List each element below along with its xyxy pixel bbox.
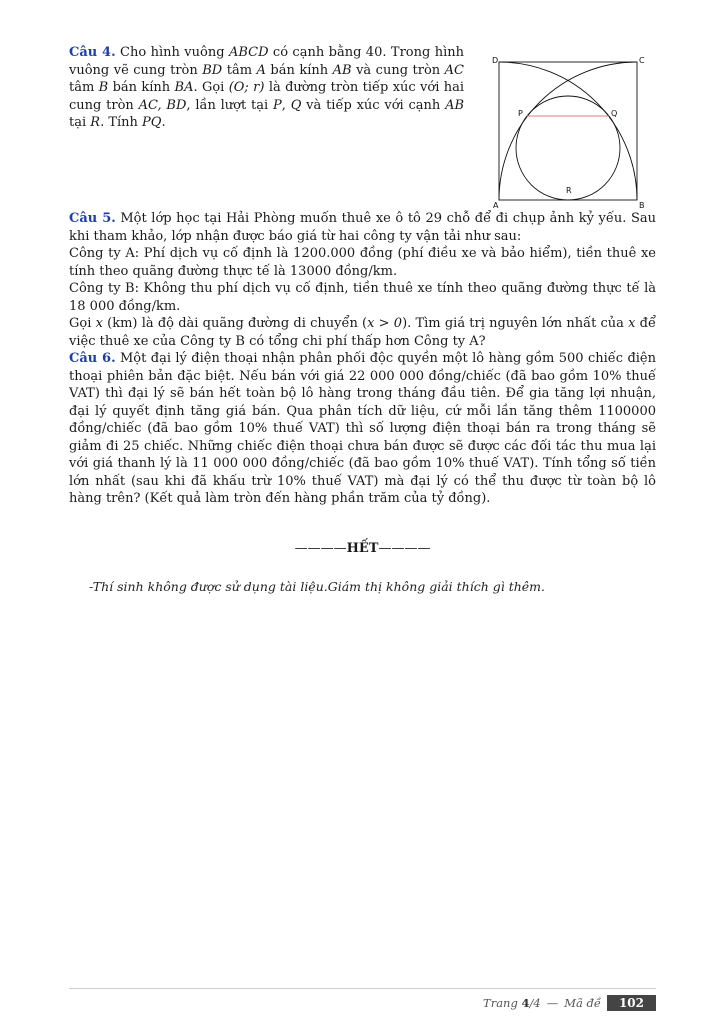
arc-bd bbox=[499, 62, 637, 200]
q4-text: , lần lượt tại bbox=[186, 97, 273, 113]
q5-text: để việc thuê xe của Công ty B có tổng chi phí thấp hơn Công ty A? bbox=[69, 316, 657, 349]
q5-company-a: Công ty A: Phí dịch vụ cố định là 1200.000 đồng (phí điều xe và bảo hiểm), tiền thuê xe tính theo quãng đường thực tế là 13000 đồng/km. bbox=[69, 246, 656, 279]
q4-text: tâm bbox=[222, 62, 257, 78]
footer-page-word: Trang bbox=[483, 996, 518, 1010]
q4-text: Cho hình vuông bbox=[115, 45, 229, 60]
end-dashes-left: ———— bbox=[294, 541, 347, 556]
q4-math: AC, BD bbox=[138, 97, 187, 113]
q4-text: . bbox=[161, 115, 166, 130]
end-dashes-right: ———— bbox=[378, 541, 431, 556]
arc-ac bbox=[499, 62, 637, 200]
q4-math: (O; r) bbox=[228, 80, 265, 95]
q6-text: Một đại lý điện thoại nhận phân phối độc quyền một lô hàng gồm 500 chiếc điện thoại phiên bản đặc biệt. Nếu bán với giá 22 000 000 đồng/chiếc (đã bao gồm 10% thuế VAT) thì đại lý sẽ bán hết toàn bộ lô hàng trong tháng đầu tiên. Để gia tăng lợi nhuận, đại lý quyết định tăng giá bán. Qua phân tích dữ liệu, cứ mỗi lần tăng thêm 1100000 đồng/chiếc (đã bao gồm 10% thuế VAT) thì số lượng điện thoại bán ra trong tháng sẽ giảm đi 25 chiếc. Những chiếc điện thoại chưa bán được sẽ được các đối tác thu mua lại với giá thanh lý là 11 000 000 đồng/chiếc (đã bao gồm 10% thuế VAT). Tính tổng số tiền lớn nhất (sau khi đã khấu trừ 10% thuế VAT) mà đại lý có thể thu được từ toàn bộ lô hàng trên? (Kết quả làm tròn đến hàng phần trăm của tỷ đồng). bbox=[69, 351, 656, 506]
footer-page-number: 4 bbox=[521, 996, 530, 1010]
question-6 bbox=[69, 350, 656, 508]
question-5 bbox=[69, 210, 656, 350]
q4-math: AB bbox=[332, 62, 352, 78]
label-q: Q bbox=[611, 109, 618, 118]
question-4-label: Câu 4. bbox=[69, 45, 116, 60]
q5-text: Gọi bbox=[69, 316, 96, 331]
footer-separator: — bbox=[546, 996, 559, 1010]
q4-text: . Tính bbox=[100, 115, 143, 130]
q4-math: AB bbox=[445, 97, 465, 113]
q4-text: là đường tròn tiếp xúc với hai cung tròn bbox=[69, 80, 465, 113]
q5-question bbox=[69, 315, 656, 350]
q5-text: (km) là độ dài quãng đường di chuyển ( bbox=[102, 316, 368, 331]
q4-text: . Gọi bbox=[193, 80, 229, 95]
label-c: C bbox=[639, 56, 645, 65]
q5-intro bbox=[69, 210, 656, 245]
q4-math: Q bbox=[290, 97, 302, 113]
q4-math: P bbox=[272, 97, 282, 113]
exam-note: -Thí sinh không được sử dụng tài liệu.Giám thị không giải thích gì thêm. bbox=[89, 579, 546, 594]
q4-math: B bbox=[98, 80, 109, 95]
q4-text: bán kính bbox=[265, 62, 333, 78]
q4-math: R bbox=[90, 115, 101, 130]
end-word: HẾT bbox=[346, 541, 379, 556]
q4-math: PQ bbox=[142, 115, 162, 130]
footer-page-total: 4 bbox=[533, 996, 541, 1010]
q4-math: AC bbox=[444, 62, 464, 78]
footer-code-word: Mã đề bbox=[564, 996, 601, 1010]
label-r: R bbox=[566, 186, 572, 195]
q4-text: và cung tròn bbox=[351, 62, 445, 78]
question-4 bbox=[69, 44, 464, 132]
q5-math: x > 0 bbox=[367, 316, 403, 331]
q4-math: BA bbox=[174, 80, 194, 95]
q5-math: x bbox=[95, 316, 103, 331]
footer-slash: / bbox=[529, 996, 534, 1010]
label-p: P bbox=[518, 109, 523, 118]
page-footer bbox=[483, 995, 656, 1011]
q5-text: ). Tìm giá trị nguyên lớn nhất của bbox=[402, 316, 629, 331]
footer-divider bbox=[69, 988, 656, 989]
q5-text: Một lớp học tại Hải Phòng muốn thuê xe ô tô 29 chỗ để đi chụp ảnh kỷ yếu. Sau khi tham khảo, lớp nhận được báo giá từ hai công ty vận tải như sau: bbox=[69, 211, 656, 244]
end-marker bbox=[0, 541, 725, 556]
label-b: B bbox=[639, 201, 645, 210]
q5-company-b: Công ty B: Không thu phí dịch vụ cố định, tiền thuê xe tính theo quãng đường thực tế là 18 000 đồng/km. bbox=[69, 281, 656, 314]
q4-text: bán kính bbox=[108, 80, 175, 95]
square-abcd bbox=[499, 62, 637, 200]
label-a: A bbox=[493, 201, 499, 210]
q4-text: và tiếp xúc với cạnh bbox=[301, 97, 446, 113]
exam-code-badge: 102 bbox=[607, 995, 656, 1011]
question-6-label: Câu 6. bbox=[69, 351, 116, 366]
label-d: D bbox=[492, 56, 499, 65]
q4-text: , bbox=[281, 97, 291, 113]
question-5-label: Câu 5. bbox=[69, 211, 116, 226]
q5-math: x bbox=[628, 316, 636, 331]
q4-math: A bbox=[256, 62, 266, 78]
geometry-figure bbox=[486, 50, 652, 210]
q4-math: BD bbox=[202, 62, 223, 78]
q4-text: có cạnh bằng 40. Trong hình vuông vẽ cung tròn bbox=[69, 45, 464, 78]
q4-math: ABCD bbox=[228, 45, 269, 60]
q4-text: tâm bbox=[69, 80, 99, 95]
q4-text: tại bbox=[69, 115, 91, 130]
